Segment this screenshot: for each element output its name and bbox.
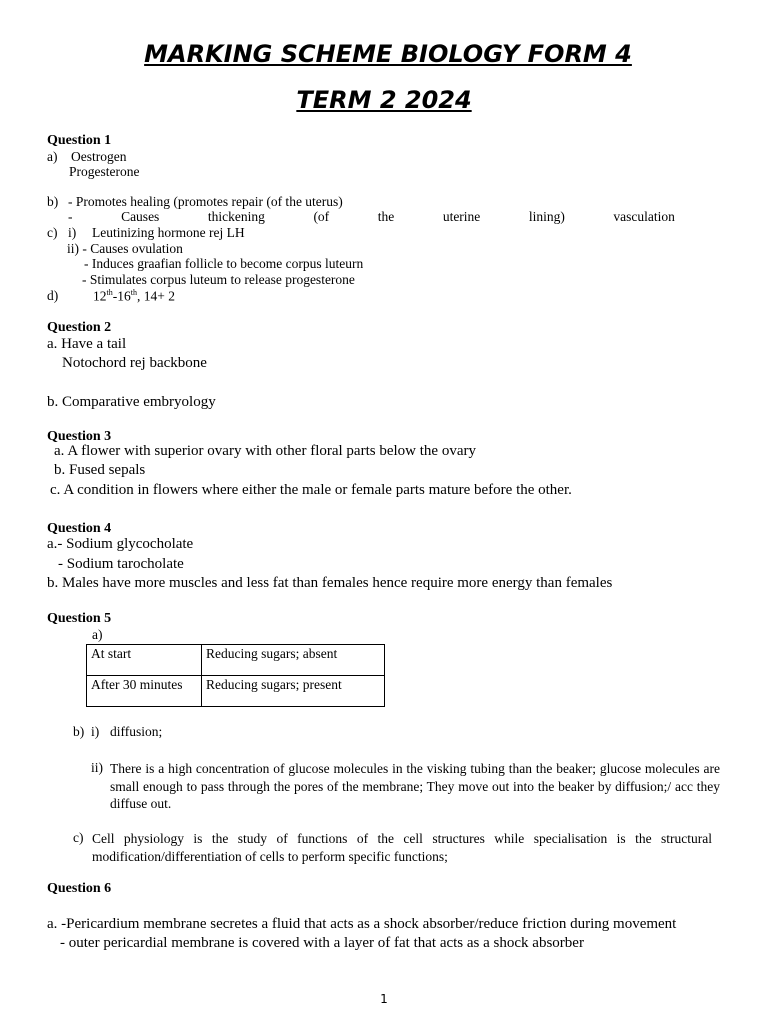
q1-b2-word: lining)	[528, 209, 565, 224]
q1-c-ii-answer-1: ii) - Causes ovulation	[67, 241, 183, 256]
q4-a-answer: a.- Sodium glycocholate	[47, 536, 194, 552]
question-6-heading: Question 6	[47, 881, 112, 896]
q1-d-superscript: th	[106, 288, 113, 297]
q1-b2-word: vasculation	[613, 209, 675, 224]
question-2-heading: Question 2	[47, 320, 112, 335]
q1-d-superscript: th	[130, 288, 137, 297]
table-row	[87, 645, 385, 676]
page-number: 1	[380, 992, 388, 1006]
q1-b2-word: the	[377, 209, 395, 224]
q1-d-part: -16	[112, 288, 131, 304]
question-1-heading: Question 1	[47, 133, 112, 148]
question-4-heading: Question 4	[47, 521, 112, 536]
table-cell: Reducing sugars; absent	[202, 645, 385, 676]
q6-a-answer-2: - outer pericardial membrane is covered with a layer of fat that acts as a shock absorber	[60, 935, 584, 951]
q5-b-i-answer: diffusion;	[110, 724, 163, 739]
q1-c-label: c)	[47, 225, 58, 240]
q1-c-ii-answer-3: - Stimulates corpus luteum to release progesterone	[82, 272, 355, 287]
table-row	[87, 676, 385, 707]
q5-b-ii-label: ii)	[91, 760, 103, 775]
document-title-line1: MARKING SCHEME BIOLOGY FORM 4	[144, 40, 632, 68]
q1-b2-word: uterine	[442, 209, 481, 224]
q2-a-answer-2: Notochord rej backbone	[62, 355, 207, 371]
q1-b2-word: Causes	[121, 209, 160, 224]
q4-a-answer-2: - Sodium tarocholate	[58, 556, 184, 572]
q1-b-answer-1: - Promotes healing (promotes repair (of the uterus)	[68, 194, 343, 209]
q5-b-ii-answer: There is a high concentration of glucose molecules in the visking tubing than the beaker; glucose molecules are small enough to pass through the pores of the membrane; They move out into the beaker by diffusion;/ acc they diffuse out.	[110, 761, 720, 811]
q5-c-label: c)	[73, 830, 84, 845]
q1-d-part: , 14+ 2	[136, 288, 175, 304]
q1-c-i-label: i)	[68, 225, 77, 240]
q1-b2-word: (of	[313, 209, 330, 224]
table-cell: Reducing sugars; present	[202, 676, 385, 707]
q6-a-answer: a. -Pericardium membrane secretes a fluid that acts as a shock absorber/reduce friction during movement	[47, 916, 677, 932]
q2-b-answer: b. Comparative embryology	[47, 394, 216, 410]
q5-b-i-label: i)	[91, 724, 100, 739]
q1-b-label: b)	[47, 194, 59, 209]
q5-results-table	[86, 644, 385, 707]
q3-b-answer: b. Fused sepals	[54, 462, 146, 478]
document-title-line2: TERM 2 2024	[296, 86, 472, 114]
q1-b2-word: thickening	[207, 209, 265, 224]
q5-a-label: a)	[92, 627, 103, 642]
table-cell: At start	[87, 645, 202, 676]
question-3-heading: Question 3	[47, 429, 112, 444]
q3-c-answer: c. A condition in flowers where either the male or female parts mature before the other.	[50, 482, 572, 498]
q3-a-answer: a. A flower with superior ovary with other floral parts below the ovary	[54, 443, 476, 459]
q1-b2-word: -	[68, 209, 73, 224]
q2-a-answer: a. Have a tail	[47, 336, 127, 352]
q1-d-label: d)	[47, 288, 59, 303]
q5-c-answer: Cell physiology is the study of functions of the cell structures while specialisation is the structural modification/differentiation of cells to perform specific functions;	[92, 831, 712, 864]
q1-a-answer-2: Progesterone	[69, 164, 140, 179]
q1-b-answer-2	[68, 209, 675, 225]
q1-c-ii-answer-2: - Induces graafian follicle to become corpus luteurn	[84, 256, 364, 271]
table-cell: After 30 minutes	[87, 676, 202, 707]
question-5-heading: Question 5	[47, 611, 112, 626]
q5-b-label: b)	[73, 724, 85, 739]
q1-a-label: a)	[47, 149, 58, 164]
q1-c-i-answer: Leutinizing hormone rej LH	[92, 225, 245, 240]
q4-b-answer: b. Males have more muscles and less fat than females hence require more energy than females	[47, 575, 613, 591]
q1-a-answer-1: Oestrogen	[71, 149, 127, 164]
q1-d-part: 12	[93, 288, 107, 304]
q1-d-answer	[93, 288, 175, 305]
